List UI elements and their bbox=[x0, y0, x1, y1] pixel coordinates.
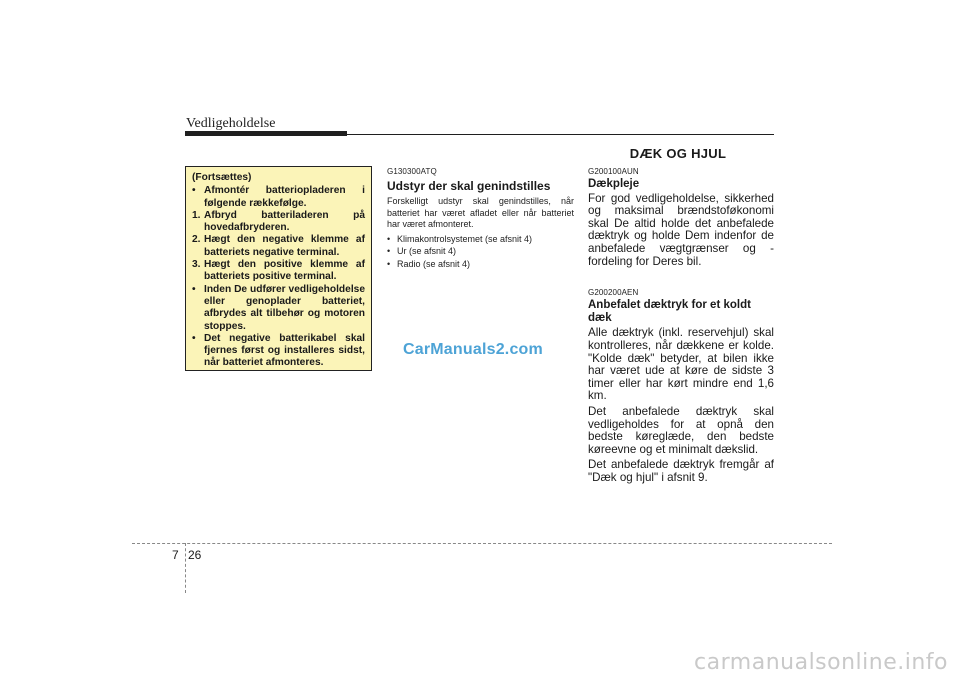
middle-column bbox=[387, 167, 574, 270]
section-code: G130300ATQ bbox=[387, 167, 437, 176]
section-paragraph: For god vedligeholdelse, sikkerhed og maksimal brændstoføkonomi skal De altid holde det anbefalede dæktryk og holde Dem indenfor de anbefalede vægtgrænser og -fordeling for Deres bil. bbox=[588, 191, 774, 268]
caution-callout bbox=[185, 166, 372, 371]
site-watermark: carmanualsonline.info bbox=[694, 650, 948, 675]
callout-item: • Afmontér batteriopladeren i følgende rækkefølge. bbox=[192, 185, 365, 209]
callout-item: • Inden De udfører vedligeholdelse eller genoplader batteriet, afbrydes alt tilbehør og motoren stoppes. bbox=[192, 283, 365, 332]
page-number: 26 bbox=[188, 548, 202, 562]
section-heading: Dækpleje bbox=[588, 178, 640, 190]
section-paragraph: Det anbefalede dæktryk skal vedligeholdes for at opnå den bedste køreglæde, den bedste køreevne og et minimalt dækslid. bbox=[588, 404, 774, 456]
section-paragraph: Forskelligt udstyr skal genindstilles, når batteriet har været afladet eller når batteriet har været afmonteret. bbox=[387, 196, 574, 229]
section-code: G200100AUN bbox=[588, 167, 639, 176]
callout-item: 1. Afbryd batteriladeren på hovedafbryderen. bbox=[192, 209, 365, 234]
header-rule-thick bbox=[185, 131, 347, 136]
callout-item: 2. Hægt den negative klemme af batteriets negative terminal. bbox=[192, 234, 365, 258]
chapter-number: 7 bbox=[172, 548, 179, 562]
footer-divider bbox=[185, 543, 186, 593]
footer-rule bbox=[132, 543, 832, 544]
reset-list bbox=[387, 233, 574, 271]
section-heading: Anbefalet dæktryk for et koldt dæk bbox=[588, 299, 751, 324]
running-header: Vedligeholdelse bbox=[186, 116, 276, 131]
section-code: G200200AEN bbox=[588, 288, 639, 298]
callout-list bbox=[192, 185, 365, 369]
list-item: • Radio (se afsnit 4) bbox=[387, 258, 471, 269]
section-paragraph: Alle dæktryk (inkl. reservehjul) skal kontrolleres, når dækkene er kolde. "Kolde dæk" betyder, at bilen ikke har været ude at køre de sidste 3 timer eller har kørt mindre end 1,6 km. bbox=[588, 326, 774, 403]
list-item: • Ur (se afsnit 4) bbox=[387, 246, 457, 256]
section-title: DÆK OG HJUL bbox=[629, 146, 727, 161]
callout-item: • Det negative batterikabel skal fjernes først og installeres sidst, når batteriet afmonteres. bbox=[192, 332, 365, 369]
list-item: • Klimakontrolsystemet (se afsnit 4) bbox=[387, 233, 533, 244]
callout-continued: (Fortsættes) bbox=[192, 172, 252, 183]
callout-item: 3. Hægt den positive klemme af batteriets positive terminal. bbox=[192, 259, 365, 283]
watermark-logo: CarManuals2.com bbox=[403, 341, 543, 358]
right-column bbox=[588, 167, 774, 484]
section-paragraph: Det anbefalede dæktryk fremgår af "Dæk og hjul" i afsnit 9. bbox=[588, 458, 774, 484]
section-heading: Udstyr der skal genindstilles bbox=[387, 179, 551, 193]
header-rule-thin bbox=[347, 134, 774, 135]
